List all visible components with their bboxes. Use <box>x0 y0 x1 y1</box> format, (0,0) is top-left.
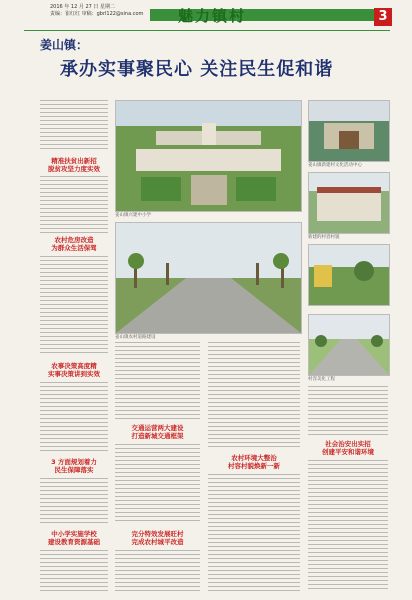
body-text-block <box>40 256 108 356</box>
photo-road-trees <box>308 314 390 376</box>
subhead: 完分特效发展旺村 完成农村城平改造 <box>131 530 184 546</box>
body-text-block <box>40 382 108 452</box>
page-number: 3 <box>374 8 392 26</box>
caption: 姜山镇新建村文化活动中心 <box>308 163 362 168</box>
photo-village-gate <box>308 100 390 162</box>
body-text-block <box>308 386 388 436</box>
subhead: 3 方面规划着力 民生保障落实 <box>51 458 97 474</box>
subhead: 农村危房改造 为群众生活保驾 <box>51 236 97 252</box>
body-text-block <box>40 176 108 234</box>
header-info <box>50 4 143 18</box>
subhead: 精准扶贫出新招 脱贫攻坚力度实效 <box>48 157 100 173</box>
body-text-block <box>40 100 108 152</box>
subhead: 农事决策高度精 实事决策讲到实效 <box>48 362 100 378</box>
photo-road <box>115 222 302 334</box>
photo-village-houses <box>308 172 390 234</box>
date-line: 2016 年 12 月 27 日 星期二 <box>50 4 115 10</box>
caption: 村容美化工程 <box>308 377 335 382</box>
subhead: 中小学实施学校 建设教育资源基础 <box>48 530 100 546</box>
caption: 姜山镇兴建中小学 <box>115 213 151 218</box>
caption: 姜山镇农村道路建设 <box>115 335 156 340</box>
photo-landscape <box>308 244 390 306</box>
body-text-block <box>115 342 200 420</box>
body-text-block <box>40 550 108 592</box>
edit-line: 责编：崔红红 审稿：gbrl122@sina.com <box>50 11 144 17</box>
section-title: 魅力镇村 <box>178 7 247 25</box>
caption: 新建的村容村貌 <box>308 235 340 240</box>
subhead: 社会治安出实招 创建平安和谐环境 <box>322 440 374 456</box>
body-text-block <box>115 550 200 592</box>
body-text-block <box>308 460 388 592</box>
article-headline: 承办实事聚民心 关注民生促和谐 <box>60 59 334 80</box>
body-text-block <box>40 478 108 526</box>
photo-school-aerial <box>115 100 302 212</box>
body-text-block <box>208 474 300 592</box>
body-text-block <box>115 444 200 524</box>
body-text-block <box>208 342 300 450</box>
header-rule <box>24 30 390 31</box>
subhead: 交通运营两大建设 打造新城交通框架 <box>131 424 184 440</box>
article-kicker: 姜山镇： <box>40 38 89 52</box>
subhead: 农村环境大整治 村容村貌焕新一新 <box>228 454 280 470</box>
